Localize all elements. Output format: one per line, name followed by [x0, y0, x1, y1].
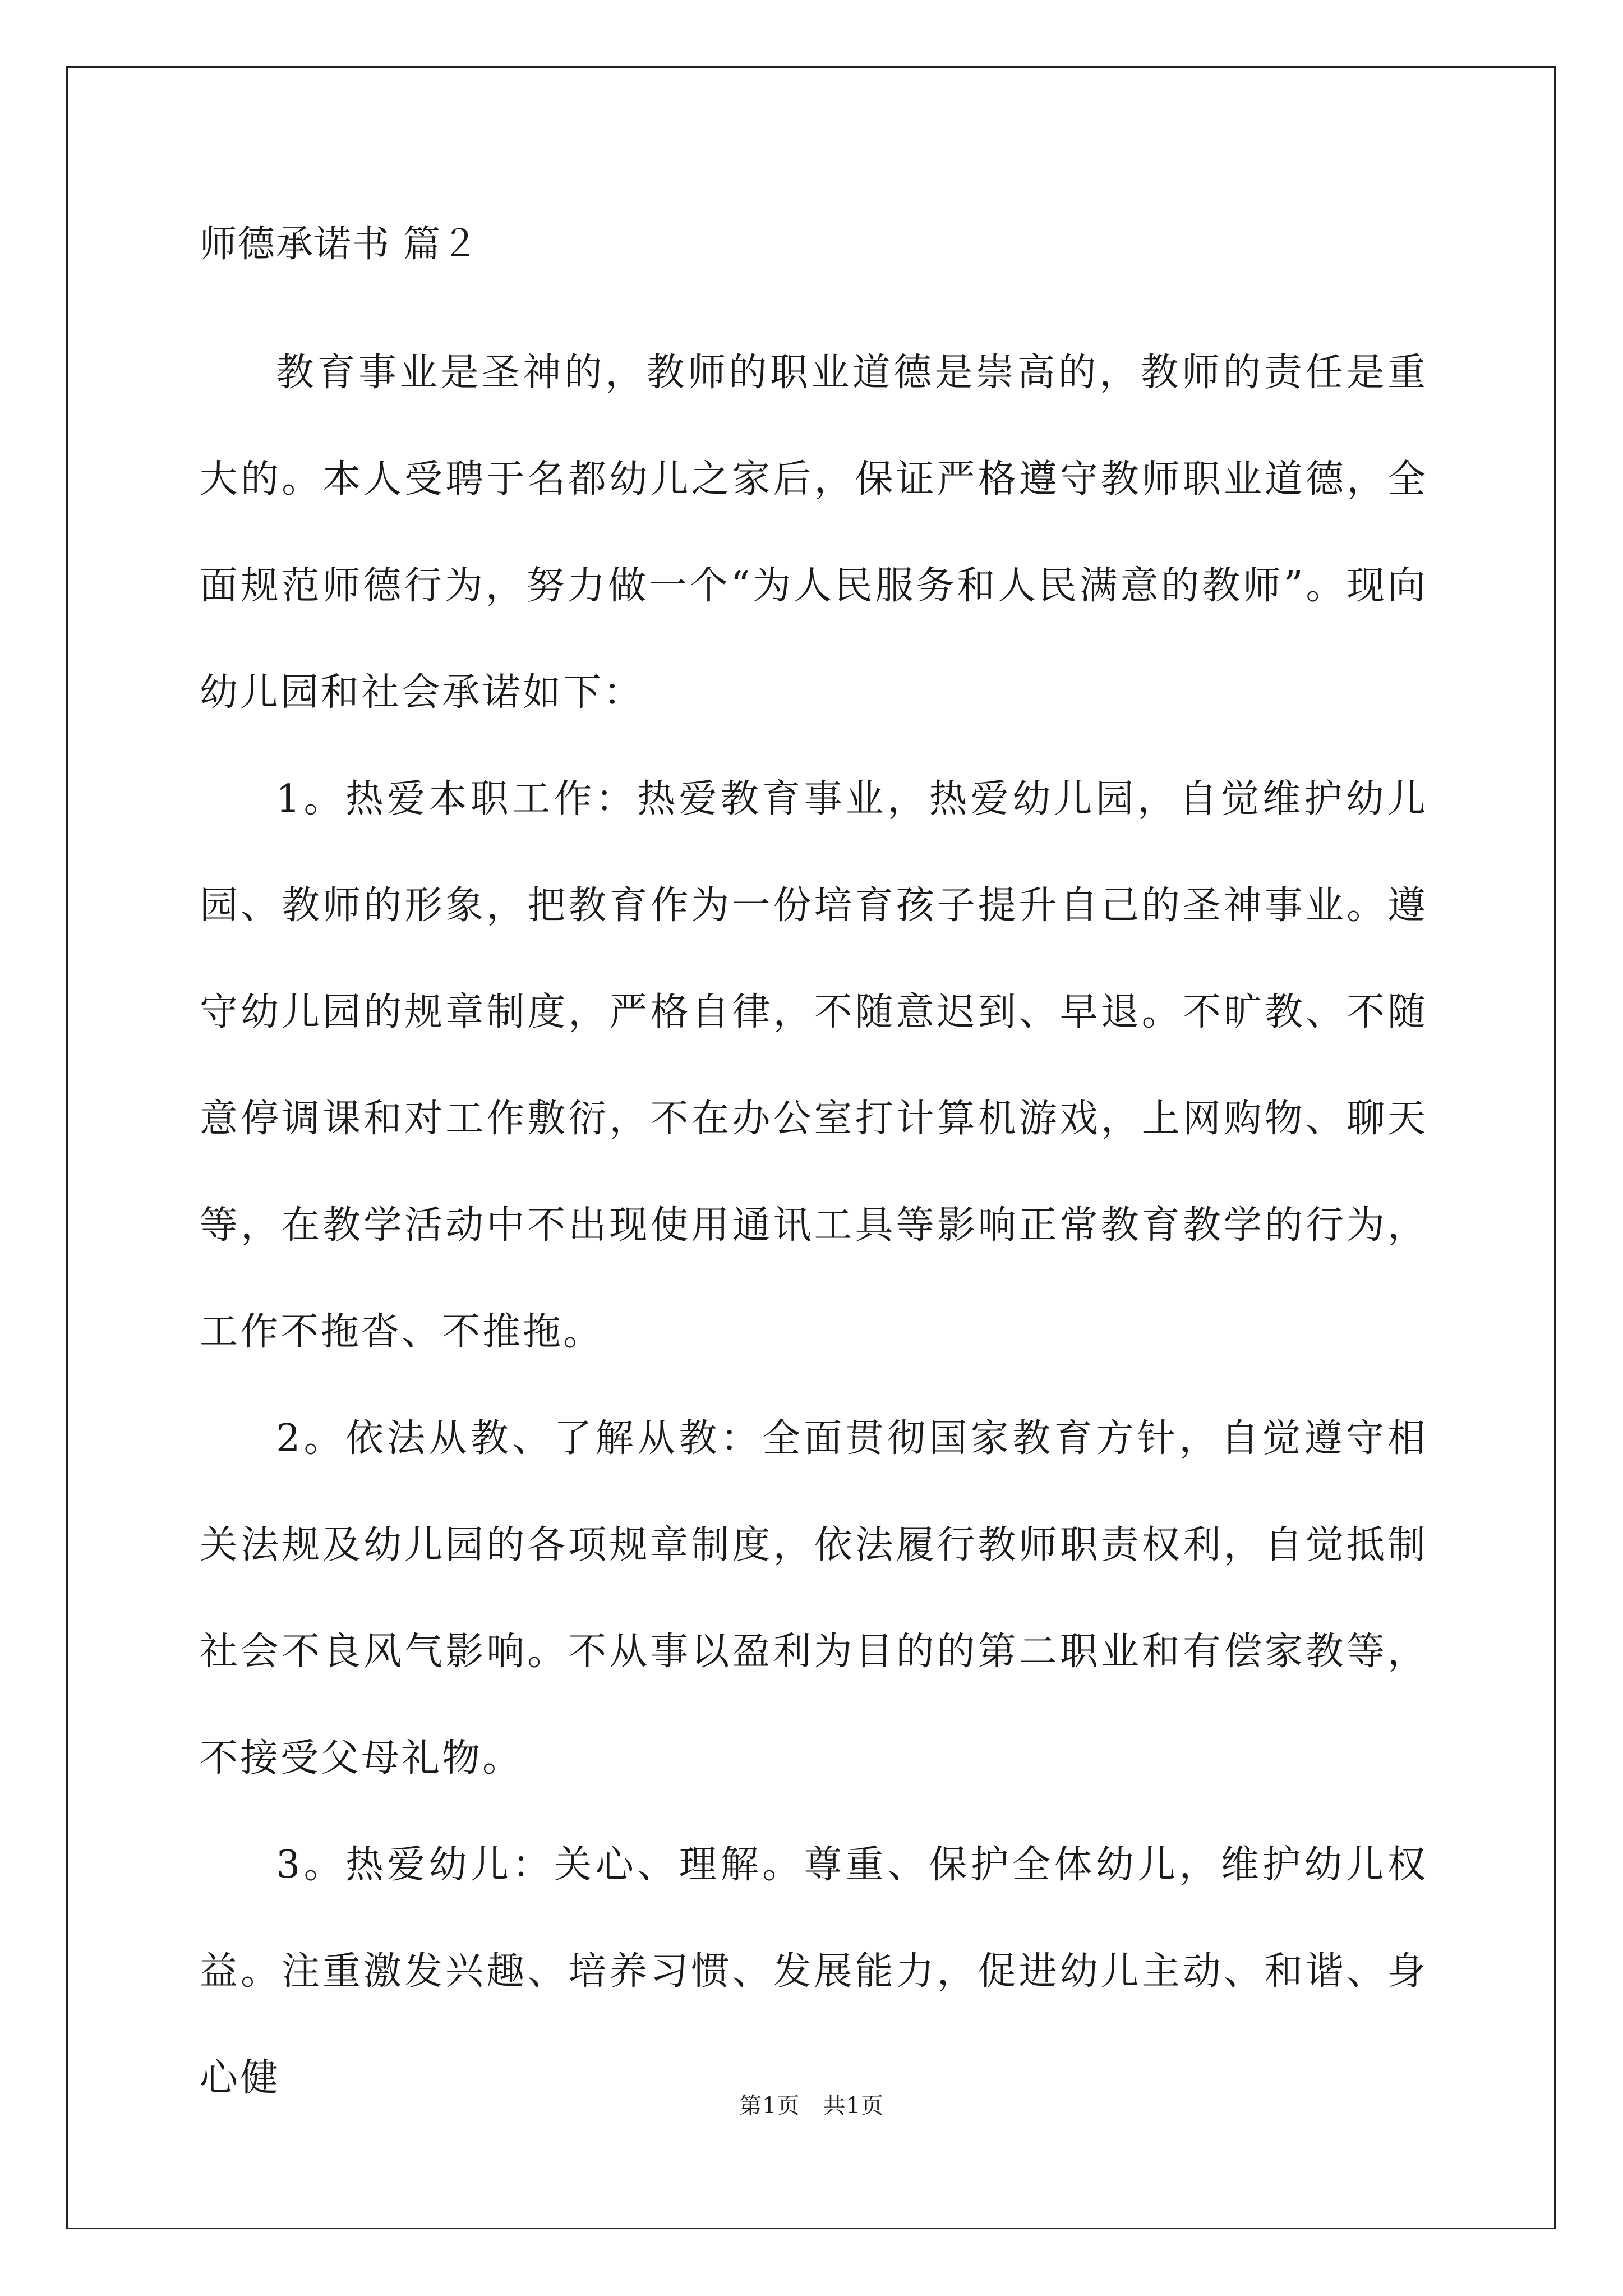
page-number-footer: 第1页 共1页 [739, 2093, 884, 2119]
document-title: 师德承诺书 篇２ [200, 222, 479, 265]
paragraph-intro: 教育事业是圣神的，教师的职业道德是崇高的，教师的责任是重大的。本人受聘于名都幼儿之家后，保证严格遵守教师职业道德，全面规范师德行为，努力做一个“为人民服务和人民满意的教师”。现向幼儿园和社会承诺如下： [200, 351, 1428, 715]
paragraph-item-1: 1。热爱本职工作：热爱教育事业，热爱幼儿园，自觉维护幼儿园、教师的形象，把教育作为一份培育孩子提升自己的圣神事业。遵守幼儿园的规章制度，严格自律，不随意迟到、早退。不旷教、不随意停调课和对工作敷衍，不在办公室打计算机游戏，上网购物、聊天等，在教学活动中不出现使用通讯工具等影响正常教育教学的行为，工作不拖沓、不推拖。 [200, 777, 1428, 1354]
paragraph-item-3: 3。热爱幼儿：关心、理解。尊重、保护全体幼儿，维护幼儿权益。注重激发兴趣、培养习惯、发展能力，促进幼儿主动、和谐、身心健 [200, 1843, 1428, 2100]
document-body [200, 219, 1428, 2132]
paragraph-item-2: 2。依法从教、了解从教：全面贯彻国家教育方针，自觉遵守相关法规及幼儿园的各项规章制度，依法履行教师职责权利，自觉抵制社会不良风气影响。不从事以盈利为目的的第二职业和有偿家教等，不接受父母礼物。 [200, 1416, 1428, 1780]
